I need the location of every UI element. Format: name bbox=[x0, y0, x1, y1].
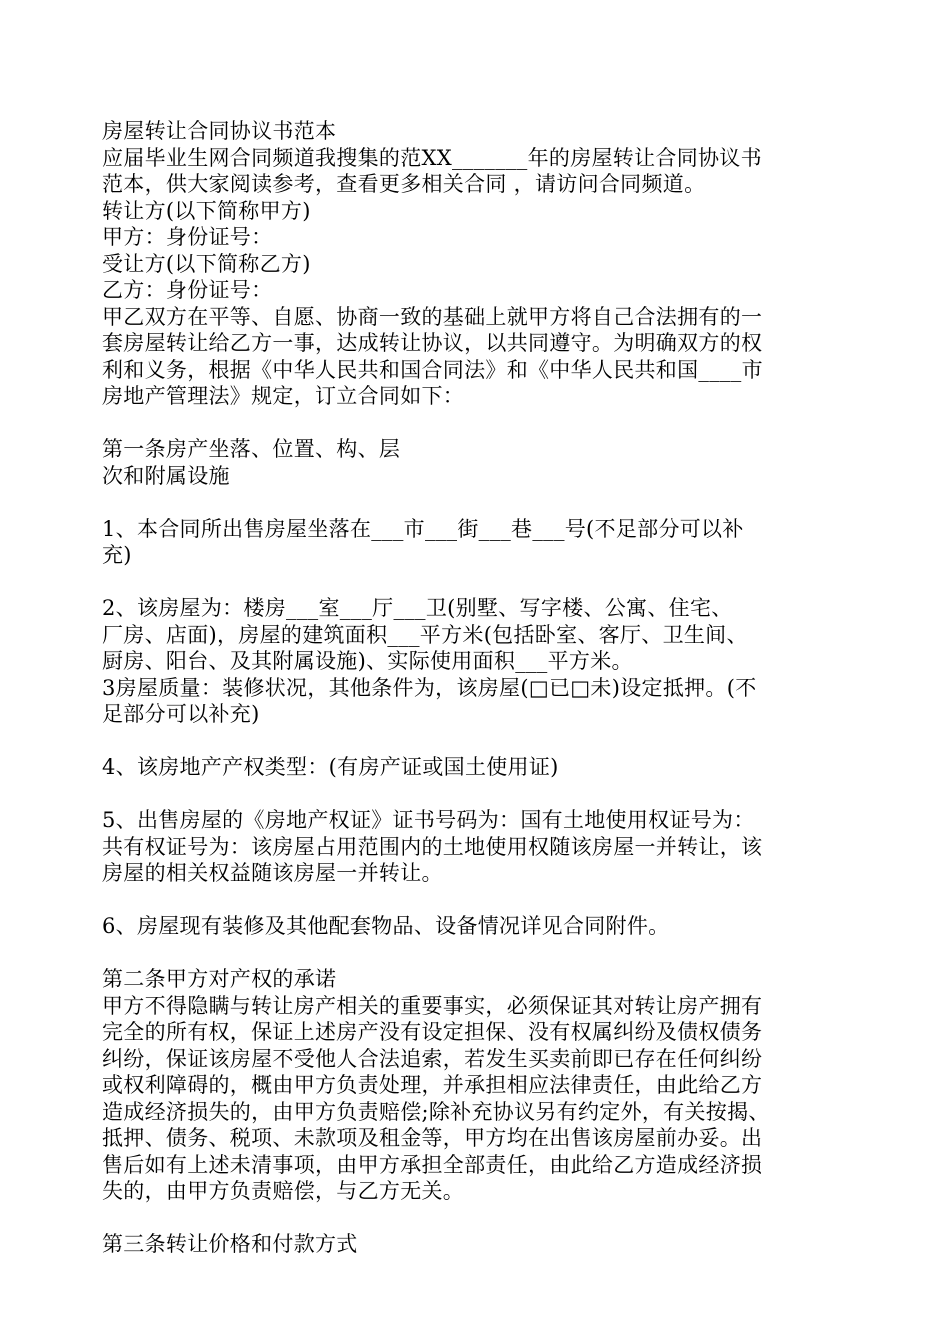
article-2-body-line: 或权利障碍的，概由甲方负责处理，并承担相应法律责任，由此给乙方 bbox=[102, 1073, 763, 1097]
paragraph-gap bbox=[102, 940, 857, 967]
article-2-body-line: 售后如有上述未清事项，由甲方承担全部责任，由此给乙方造成经济损 bbox=[102, 1152, 763, 1177]
party-line: 转让方(以下简称甲方) bbox=[102, 198, 311, 223]
article-2-body-line: 完全的所有权，保证上述房产没有设定担保、没有权属纠纷及债权债务 bbox=[102, 1020, 763, 1044]
intro-line: 范本，供大家阅读参考，查看更多相关合同 ，请访问合同频道。 bbox=[102, 172, 706, 196]
paragraph-gap bbox=[102, 410, 857, 437]
article-1-item-4: 4、该房地产产权类型：(有房产证或国土使用证) bbox=[102, 755, 559, 779]
article-1-item-5: 房屋的相关权益随该房屋一并转让。 bbox=[102, 861, 443, 885]
article-2-body-line: 纠纷，保证该房屋不受他人合法追索，若发生买卖前即已存在任何纠纷 bbox=[102, 1046, 763, 1071]
article-1-heading: 第一条房产坐落、位置、构、层 bbox=[102, 437, 401, 461]
party-line: 甲方：身份证号： bbox=[102, 225, 273, 249]
article-2-body-line: 甲方不得隐瞒与转让房产相关的重要事实，必须保证其对转让房产拥有 bbox=[102, 993, 763, 1018]
document-title: 房屋转让合同协议书范本 bbox=[102, 119, 337, 143]
article-2-body-line: 失的，由甲方负责赔偿，与乙方无关。 bbox=[102, 1179, 465, 1203]
preamble-line: 利和义务，根据《中华人民共和国合同法》和《中华人民共和国____市 bbox=[102, 357, 763, 382]
article-1-item-2: 厨房、阳台、及其附属设施)、实际使用面积___平方米。 bbox=[102, 649, 633, 673]
paragraph-gap bbox=[102, 489, 857, 516]
preamble-line: 套房屋转让给乙方一事，达成转让协议，以共同遵守。为明确双方的权 bbox=[102, 331, 763, 355]
article-1-heading: 次和附属设施 bbox=[102, 463, 230, 488]
paragraph-gap bbox=[102, 781, 857, 808]
preamble-line: 甲乙双方在平等、自愿、协商一致的基础上就甲方将自己合法拥有的一 bbox=[102, 304, 763, 329]
paragraph-gap bbox=[102, 887, 857, 914]
article-1-item-1: 1、本合同所出售房屋坐落在___市___街___巷___号(不足部分可以补 bbox=[102, 516, 744, 541]
paragraph-gap bbox=[102, 569, 857, 596]
article-1-item-3: 3房屋质量：装修状况，其他条件为，该房屋(□已□未)设定抵押。(不 bbox=[102, 675, 757, 700]
article-2-heading: 第二条甲方对产权的承诺 bbox=[102, 967, 337, 991]
article-1-item-3: 足部分可以补充) bbox=[102, 702, 260, 726]
article-2-body-line: 造成经济损失的，由甲方负责赔偿;除补充协议另有约定外，有关按揭、 bbox=[102, 1099, 770, 1124]
party-line: 受让方(以下简称乙方) bbox=[102, 251, 311, 276]
article-3-heading: 第三条转让价格和付款方式 bbox=[102, 1232, 358, 1256]
paragraph-gap bbox=[102, 728, 857, 755]
document-body bbox=[102, 118, 857, 1258]
article-1-item-2: 2、该房屋为：楼房___室___厅___卫(别墅、写字楼、公寓、住宅、 bbox=[102, 596, 733, 620]
preamble-line: 房地产管理法》规定，订立合同如下： bbox=[102, 384, 465, 408]
party-line: 乙方：身份证号： bbox=[102, 278, 273, 302]
article-1-item-5: 5、出售房屋的《房地产权证》证书号码为：国有土地使用权证号为： bbox=[102, 808, 755, 832]
article-1-item-2: 厂房、店面)，房屋的建筑面积___平方米(包括卧室、客厅、卫生间、 bbox=[102, 622, 748, 647]
intro-line: 应届毕业生网合同频道我搜集的范XX_______年的房屋转让合同协议书 bbox=[102, 145, 762, 170]
article-2-body-line: 抵押、债务、税项、未款项及租金等，甲方均在出售该房屋前办妥。出 bbox=[102, 1126, 763, 1150]
article-1-item-5: 共有权证号为：该房屋占用范围内的土地使用权随该房屋一并转让，该 bbox=[102, 834, 763, 859]
article-1-item-6: 6、房屋现有装修及其他配套物品、设备情况详见合同附件。 bbox=[102, 914, 670, 938]
article-1-item-1: 充) bbox=[102, 543, 132, 567]
paragraph-gap bbox=[102, 1205, 857, 1232]
